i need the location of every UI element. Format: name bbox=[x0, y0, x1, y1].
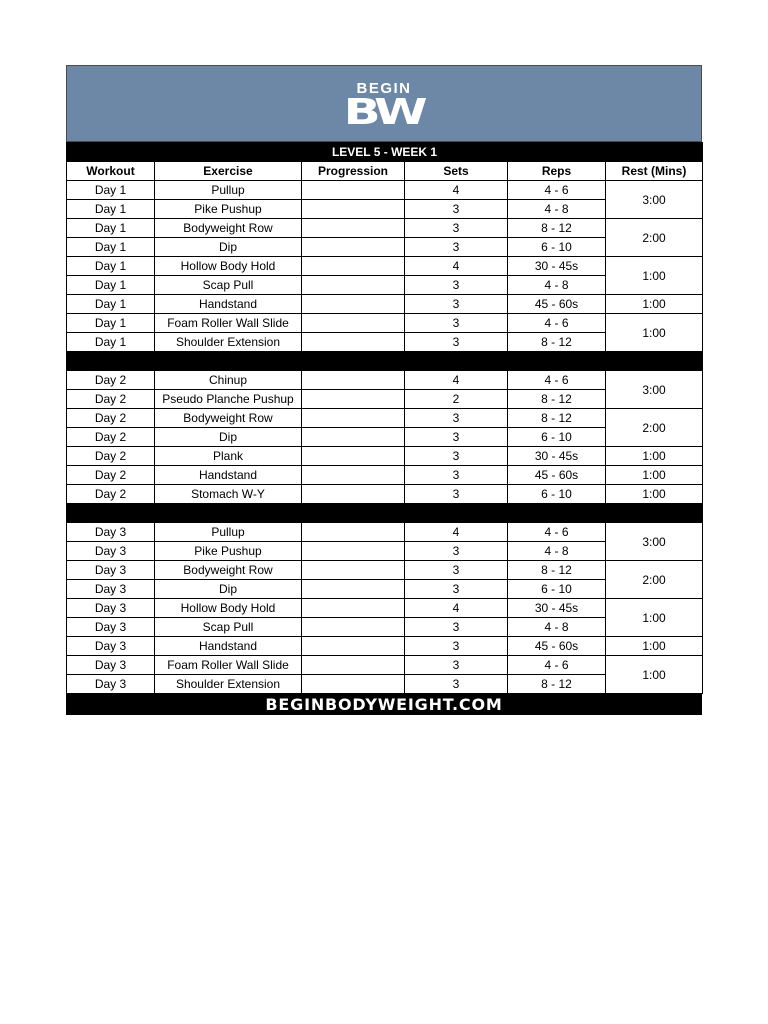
workout-cell: Day 1 bbox=[67, 295, 155, 314]
reps-cell: 8 - 12 bbox=[508, 390, 606, 409]
rest-cell: 1:00 bbox=[606, 295, 703, 314]
reps-cell: 6 - 10 bbox=[508, 485, 606, 504]
reps-cell: 4 - 6 bbox=[508, 314, 606, 333]
workout-cell: Day 1 bbox=[67, 200, 155, 219]
day-separator bbox=[67, 352, 703, 371]
exercise-cell: Shoulder Extension bbox=[155, 333, 302, 352]
exercise-cell: Pseudo Planche Pushup bbox=[155, 390, 302, 409]
sets-cell: 3 bbox=[405, 333, 508, 352]
workout-cell: Day 2 bbox=[67, 371, 155, 390]
rest-cell: 3:00 bbox=[606, 371, 703, 409]
table-row bbox=[67, 599, 703, 618]
reps-cell: 45 - 60s bbox=[508, 637, 606, 656]
exercise-cell: Pike Pushup bbox=[155, 542, 302, 561]
exercise-cell: Bodyweight Row bbox=[155, 219, 302, 238]
workout-cell: Day 3 bbox=[67, 599, 155, 618]
progression-cell bbox=[302, 238, 405, 257]
reps-cell: 8 - 12 bbox=[508, 219, 606, 238]
progression-cell bbox=[302, 409, 405, 428]
reps-cell: 8 - 12 bbox=[508, 409, 606, 428]
table-row bbox=[67, 295, 703, 314]
column-header-workout: Workout bbox=[67, 162, 155, 181]
progression-cell bbox=[302, 447, 405, 466]
rest-cell: 1:00 bbox=[606, 314, 703, 352]
column-header-row bbox=[67, 162, 703, 181]
sets-cell: 3 bbox=[405, 409, 508, 428]
logo-begin-text: BEGIN bbox=[356, 80, 412, 97]
logo-bw-mark: BW bbox=[344, 92, 424, 133]
workout-cell: Day 3 bbox=[67, 656, 155, 675]
rest-cell: 1:00 bbox=[606, 599, 703, 637]
workout-cell: Day 2 bbox=[67, 447, 155, 466]
workout-cell: Day 2 bbox=[67, 428, 155, 447]
sets-cell: 3 bbox=[405, 219, 508, 238]
exercise-cell: Stomach W-Y bbox=[155, 485, 302, 504]
reps-cell: 8 - 12 bbox=[508, 333, 606, 352]
sets-cell: 4 bbox=[405, 257, 508, 276]
workout-cell: Day 1 bbox=[67, 257, 155, 276]
exercise-cell: Scap Pull bbox=[155, 276, 302, 295]
separator-bar bbox=[67, 504, 703, 523]
workout-cell: Day 3 bbox=[67, 580, 155, 599]
column-header-progression: Progression bbox=[302, 162, 405, 181]
reps-cell: 30 - 45s bbox=[508, 599, 606, 618]
table-row bbox=[67, 466, 703, 485]
exercise-cell: Shoulder Extension bbox=[155, 675, 302, 694]
rest-cell: 2:00 bbox=[606, 561, 703, 599]
reps-cell: 4 - 6 bbox=[508, 656, 606, 675]
sets-cell: 3 bbox=[405, 675, 508, 694]
sets-cell: 3 bbox=[405, 295, 508, 314]
progression-cell bbox=[302, 276, 405, 295]
workout-cell: Day 2 bbox=[67, 390, 155, 409]
sets-cell: 3 bbox=[405, 276, 508, 295]
workout-cell: Day 1 bbox=[67, 314, 155, 333]
exercise-cell: Handstand bbox=[155, 637, 302, 656]
table-row bbox=[67, 257, 703, 276]
progression-cell bbox=[302, 637, 405, 656]
table-row bbox=[67, 371, 703, 390]
workout-cell: Day 1 bbox=[67, 238, 155, 257]
sets-cell: 4 bbox=[405, 599, 508, 618]
table-row bbox=[67, 561, 703, 580]
progression-cell bbox=[302, 523, 405, 542]
exercise-cell: Bodyweight Row bbox=[155, 561, 302, 580]
progression-cell bbox=[302, 181, 405, 200]
progression-cell bbox=[302, 219, 405, 238]
table-row bbox=[67, 447, 703, 466]
progression-cell bbox=[302, 542, 405, 561]
workout-cell: Day 3 bbox=[67, 523, 155, 542]
exercise-cell: Handstand bbox=[155, 295, 302, 314]
progression-cell bbox=[302, 466, 405, 485]
progression-cell bbox=[302, 428, 405, 447]
header-banner bbox=[66, 65, 702, 142]
workout-cell: Day 2 bbox=[67, 409, 155, 428]
sets-cell: 3 bbox=[405, 637, 508, 656]
reps-cell: 45 - 60s bbox=[508, 295, 606, 314]
sets-cell: 3 bbox=[405, 656, 508, 675]
workout-cell: Day 3 bbox=[67, 618, 155, 637]
rest-cell: 1:00 bbox=[606, 637, 703, 656]
exercise-cell: Dip bbox=[155, 580, 302, 599]
workout-cell: Day 1 bbox=[67, 219, 155, 238]
exercise-cell: Bodyweight Row bbox=[155, 409, 302, 428]
workout-cell: Day 2 bbox=[67, 466, 155, 485]
sets-cell: 3 bbox=[405, 314, 508, 333]
workout-cell: Day 1 bbox=[67, 181, 155, 200]
sets-cell: 2 bbox=[405, 390, 508, 409]
reps-cell: 30 - 45s bbox=[508, 257, 606, 276]
exercise-cell: Pike Pushup bbox=[155, 200, 302, 219]
rest-cell: 2:00 bbox=[606, 409, 703, 447]
progression-cell bbox=[302, 257, 405, 276]
rest-cell: 1:00 bbox=[606, 257, 703, 295]
exercise-cell: Hollow Body Hold bbox=[155, 257, 302, 276]
table-row bbox=[67, 181, 703, 200]
reps-cell: 8 - 12 bbox=[508, 675, 606, 694]
sets-cell: 3 bbox=[405, 466, 508, 485]
table-row bbox=[67, 485, 703, 504]
progression-cell bbox=[302, 390, 405, 409]
progression-cell bbox=[302, 675, 405, 694]
table-row bbox=[67, 409, 703, 428]
workout-cell: Day 3 bbox=[67, 561, 155, 580]
exercise-cell: Dip bbox=[155, 238, 302, 257]
progression-cell bbox=[302, 561, 405, 580]
workout-sheet bbox=[66, 65, 702, 715]
table-row bbox=[67, 637, 703, 656]
sets-cell: 3 bbox=[405, 561, 508, 580]
table-row bbox=[67, 523, 703, 542]
sets-cell: 4 bbox=[405, 181, 508, 200]
exercise-cell: Hollow Body Hold bbox=[155, 599, 302, 618]
exercise-cell: Foam Roller Wall Slide bbox=[155, 314, 302, 333]
progression-cell bbox=[302, 580, 405, 599]
exercise-cell: Handstand bbox=[155, 466, 302, 485]
sets-cell: 3 bbox=[405, 580, 508, 599]
table-row bbox=[67, 314, 703, 333]
reps-cell: 4 - 6 bbox=[508, 181, 606, 200]
rest-cell: 1:00 bbox=[606, 485, 703, 504]
table-row bbox=[67, 219, 703, 238]
progression-cell bbox=[302, 599, 405, 618]
reps-cell: 6 - 10 bbox=[508, 428, 606, 447]
rest-cell: 3:00 bbox=[606, 523, 703, 561]
sets-cell: 3 bbox=[405, 618, 508, 637]
sets-cell: 3 bbox=[405, 238, 508, 257]
rest-cell: 2:00 bbox=[606, 219, 703, 257]
reps-cell: 4 - 8 bbox=[508, 200, 606, 219]
footer-website: BEGINBODYWEIGHT.COM bbox=[66, 694, 702, 715]
exercise-cell: Scap Pull bbox=[155, 618, 302, 637]
sets-cell: 3 bbox=[405, 428, 508, 447]
rest-cell: 1:00 bbox=[606, 466, 703, 485]
reps-cell: 6 - 10 bbox=[508, 580, 606, 599]
column-header-reps: Reps bbox=[508, 162, 606, 181]
table-row bbox=[67, 656, 703, 675]
reps-cell: 4 - 8 bbox=[508, 618, 606, 637]
exercise-cell: Pullup bbox=[155, 523, 302, 542]
reps-cell: 4 - 6 bbox=[508, 523, 606, 542]
reps-cell: 4 - 8 bbox=[508, 542, 606, 561]
sets-cell: 4 bbox=[405, 523, 508, 542]
level-title-row bbox=[67, 143, 703, 162]
exercise-cell: Foam Roller Wall Slide bbox=[155, 656, 302, 675]
exercise-cell: Plank bbox=[155, 447, 302, 466]
progression-cell bbox=[302, 200, 405, 219]
workout-cell: Day 3 bbox=[67, 675, 155, 694]
column-header-rest: Rest (Mins) bbox=[606, 162, 703, 181]
workout-table bbox=[66, 142, 703, 694]
column-header-sets: Sets bbox=[405, 162, 508, 181]
progression-cell bbox=[302, 371, 405, 390]
rest-cell: 1:00 bbox=[606, 656, 703, 694]
day-separator bbox=[67, 504, 703, 523]
sets-cell: 3 bbox=[405, 200, 508, 219]
progression-cell bbox=[302, 618, 405, 637]
workout-cell: Day 1 bbox=[67, 276, 155, 295]
reps-cell: 45 - 60s bbox=[508, 466, 606, 485]
sets-cell: 3 bbox=[405, 542, 508, 561]
workout-cell: Day 3 bbox=[67, 637, 155, 656]
progression-cell bbox=[302, 295, 405, 314]
exercise-cell: Dip bbox=[155, 428, 302, 447]
reps-cell: 4 - 6 bbox=[508, 371, 606, 390]
progression-cell bbox=[302, 333, 405, 352]
progression-cell bbox=[302, 485, 405, 504]
progression-cell bbox=[302, 656, 405, 675]
reps-cell: 8 - 12 bbox=[508, 561, 606, 580]
sets-cell: 4 bbox=[405, 371, 508, 390]
workout-cell: Day 2 bbox=[67, 485, 155, 504]
reps-cell: 30 - 45s bbox=[508, 447, 606, 466]
workout-cell: Day 1 bbox=[67, 333, 155, 352]
level-title: LEVEL 5 - WEEK 1 bbox=[67, 143, 703, 162]
progression-cell bbox=[302, 314, 405, 333]
rest-cell: 3:00 bbox=[606, 181, 703, 219]
exercise-cell: Pullup bbox=[155, 181, 302, 200]
reps-cell: 6 - 10 bbox=[508, 238, 606, 257]
sets-cell: 3 bbox=[405, 447, 508, 466]
separator-bar bbox=[67, 352, 703, 371]
sets-cell: 3 bbox=[405, 485, 508, 504]
rest-cell: 1:00 bbox=[606, 447, 703, 466]
reps-cell: 4 - 8 bbox=[508, 276, 606, 295]
column-header-exercise: Exercise bbox=[155, 162, 302, 181]
exercise-cell: Chinup bbox=[155, 371, 302, 390]
workout-cell: Day 3 bbox=[67, 542, 155, 561]
